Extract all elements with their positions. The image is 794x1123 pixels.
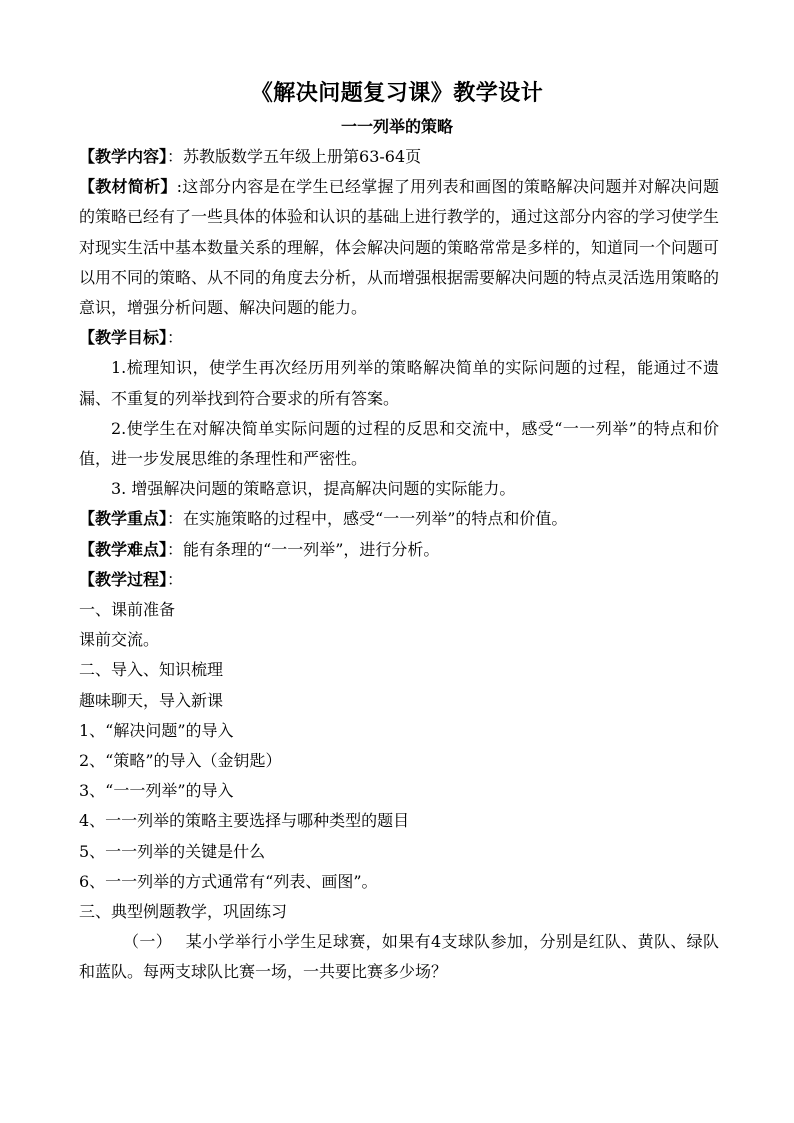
- section-text: ：能有条理的“一一列举”，进行分析。: [167, 539, 440, 559]
- process-line: 趣味聊天，导入新课: [79, 690, 224, 710]
- section-label: 【教学过程】: [79, 569, 168, 589]
- section-process: [79, 565, 719, 595]
- goal-item: 2.使学生在对解决简单实际问题的过程的反思和交流中，感受“一一列举”的特点和价值，进一步发展思维的条理性和严密性。: [79, 418, 719, 469]
- section-label: 【教学难点】: [79, 539, 168, 559]
- process-line: 一、课前准备: [79, 600, 176, 620]
- process-line: 3、“一一列举”的导入: [79, 781, 234, 801]
- goal-item: 1.梳理知识，使学生再次经历用列举的策略解决简单的实际问题的过程，能通过不遗漏、不重复的列举找到符合要求的所有答案。: [79, 358, 719, 408]
- section-key: [79, 504, 719, 534]
- document-body: [79, 142, 719, 988]
- section-suffix: ：: [167, 569, 184, 589]
- section-text: ：苏教版数学五年级上册第63-64页: [167, 147, 422, 166]
- section-label: 【教学内容】: [79, 147, 168, 166]
- section-content: [79, 142, 719, 172]
- document-title: 《解决问题复习课》教学设计: [250, 80, 544, 106]
- section-difficulty: [79, 535, 719, 565]
- goal-item: 3. 增强解决问题的策略意识，提高解决问题的实际能力。: [111, 479, 516, 499]
- process-line: 6、一一列举的方式通常有“列表、画图”。: [79, 871, 378, 891]
- process-line: 2、“策略”的导入（金钥匙）: [79, 751, 282, 771]
- process-line: 课前交流。: [79, 630, 160, 650]
- section-label: 【教材简析】: [79, 177, 177, 197]
- section-text: ：在实施策略的过程中，感受“一一列举”的特点和价值。: [167, 509, 568, 529]
- section-analysis: [79, 172, 719, 323]
- section-label: 【教学目标】: [79, 328, 168, 348]
- process-line: 5、一一列举的关键是什么: [79, 841, 266, 861]
- process-line: 三、典型例题教学，巩固练习: [79, 902, 288, 922]
- section-goals: [79, 323, 719, 353]
- example-problem: （一） 某小学举行小学生足球赛，如果有4支球队参加，分别是红队、黄队、绿队和蓝队。每两支球队比赛一场，一共要比赛多少场？: [79, 932, 719, 982]
- process-line: 1、“解决问题”的导入: [79, 720, 234, 740]
- section-suffix: ：: [167, 328, 184, 348]
- section-text: :这部分内容是在学生已经掌握了用列表和画图的策略解决问题并对解决问题的策略已经有了一些具体的体验和认识的基础上进行教学的，通过这部分内容的学习使学生对现实生活中基本数量关系的理解，体会解决问题的策略常常是多样的，知道同一个问题可以用不同的策略、从不同的角度去分析，从而增强根据需要解决问题的特点灵活选用策略的意识，增强分析问题、解决问题的能力。: [79, 177, 720, 318]
- section-label: 【教学重点】: [79, 509, 168, 529]
- document-subtitle: 一一列举的策略: [340, 117, 453, 136]
- process-line: 二、导入、知识梳理: [79, 660, 224, 680]
- process-line: 4、一一列举的策略主要选择与哪种类型的题目: [79, 811, 410, 831]
